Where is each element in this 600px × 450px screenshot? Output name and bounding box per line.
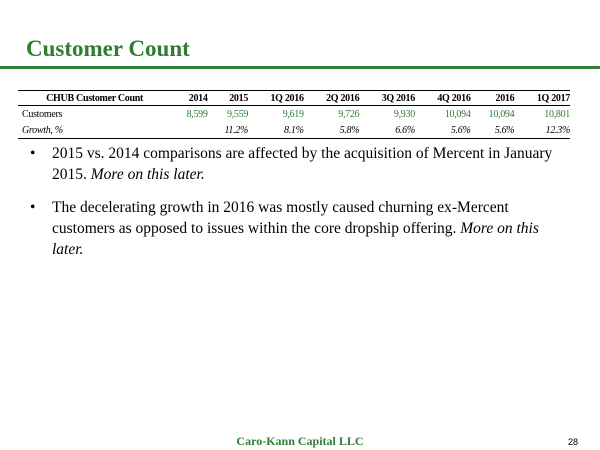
table-cell: 5.8% xyxy=(304,122,360,139)
page-title: Customer Count xyxy=(26,36,190,61)
bullet-item xyxy=(30,143,560,185)
column-header: 2Q 2016 xyxy=(304,91,360,106)
growth-row xyxy=(18,122,570,139)
column-header: 2014 xyxy=(171,91,207,106)
table-cell: 6.6% xyxy=(359,122,415,139)
table-cell: 9,559 xyxy=(227,108,249,120)
column-header: CHUB Customer Count xyxy=(18,91,171,106)
table-cell: 11.2% xyxy=(208,122,248,139)
column-header: 2015 xyxy=(208,91,248,106)
bullet-note: More on this later. xyxy=(52,220,539,258)
bullet-text xyxy=(52,197,560,260)
title-divider xyxy=(0,66,600,69)
table-cell: 10,801 xyxy=(544,108,570,120)
bullet-list xyxy=(30,143,560,272)
row-label: Growth, % xyxy=(18,122,171,139)
table-cell: 12.3% xyxy=(514,122,570,139)
column-header: 2016 xyxy=(471,91,515,106)
bullet-text xyxy=(52,143,560,185)
column-header: 1Q 2016 xyxy=(248,91,304,106)
column-header: 1Q 2017 xyxy=(514,91,570,106)
table-cell: 9,930 xyxy=(393,108,415,120)
table-cell xyxy=(171,122,207,139)
bullet-marker: • xyxy=(30,199,36,216)
table-cell: 5.6% xyxy=(415,122,471,139)
table-cell: 8.1% xyxy=(248,122,304,139)
bullet-marker: • xyxy=(30,145,36,162)
row-label: Customers xyxy=(22,108,63,120)
table-cell: 9,726 xyxy=(338,108,360,120)
column-header: 4Q 2016 xyxy=(415,91,471,106)
table-cell: 8,599 xyxy=(186,108,208,120)
table-cell: 9,619 xyxy=(282,108,304,120)
customers-row xyxy=(18,106,570,123)
bullet-body: 2015 vs. 2014 comparisons are affected by the acquisition of Mercent in January 2015. xyxy=(52,145,553,183)
bullet-note: More on this later. xyxy=(90,166,205,183)
table-cell: 5.6% xyxy=(471,122,515,139)
footer-company-name: Caro-Kann Capital LLC xyxy=(236,434,364,448)
column-header: 3Q 2016 xyxy=(359,91,415,106)
customer-count-table xyxy=(18,90,570,139)
bullet-body: The decelerating growth in 2016 was mostly caused churning ex-Mercent customers as opposed to issues within the core dropship offering. xyxy=(52,199,509,237)
table-cell: 10,094 xyxy=(488,108,515,120)
table-header-row xyxy=(18,91,570,106)
page-number: 28 xyxy=(567,437,578,447)
bullet-item xyxy=(30,197,560,260)
table-cell: 10,094 xyxy=(444,108,471,120)
